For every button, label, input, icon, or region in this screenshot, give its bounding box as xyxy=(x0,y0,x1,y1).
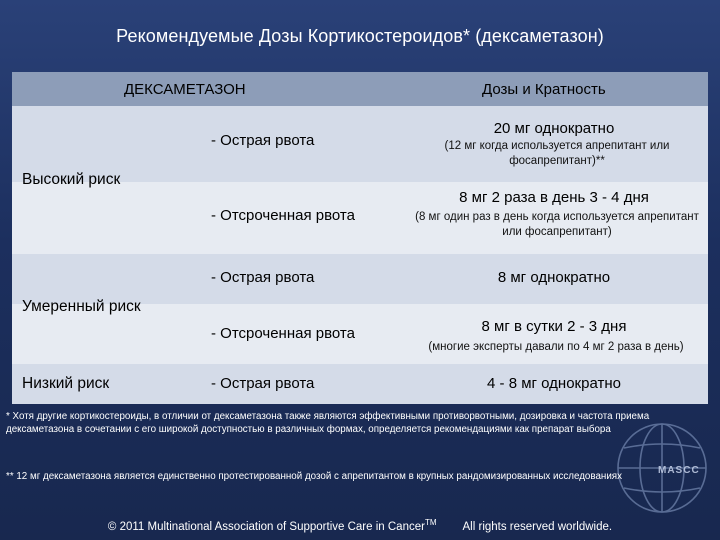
header-dexamethasone: ДЕКСАМЕТАЗОН xyxy=(124,81,246,98)
table-header xyxy=(12,72,708,106)
slide-title: Рекомендуемые Дозы Кортикостероидов* (дексаметазон) xyxy=(116,26,604,46)
risk-level-moderate: Умеренный риск xyxy=(22,298,141,315)
symptom-label: - Острая рвота xyxy=(211,269,315,286)
dose-table xyxy=(12,72,708,404)
dose-value: 8 мг в сутки 2 - 3 дня xyxy=(481,318,627,335)
dose-value: 8 мг однократно xyxy=(497,269,611,286)
symptom-label: - Отсроченная рвота xyxy=(211,325,355,342)
symptom-label: - Острая рвота xyxy=(211,375,315,392)
footnote-2: ** 12 мг дексаметазона является единственно протестированной дозой с апрепитантом в крупных рандомизированных исследованиях xyxy=(6,471,623,482)
mascc-logo-text: MASCC xyxy=(658,465,700,476)
dose-value: 20 мг однократно xyxy=(493,120,615,137)
footnote-1: * Хотя другие кортикостероиды, в отличии от дексаметазона также являются эффективными противорвотными, дозировка и частота приема дексаметазона в сочетании с его широкой доступностью в различных формах, определяется рекомендациями как препарат выбора xyxy=(6,411,650,435)
dose-value: 4 - 8 мг однократно xyxy=(487,375,621,392)
risk-level-low: Низкий риск xyxy=(22,375,110,392)
copyright-line xyxy=(0,518,720,533)
risk-level-high: Высокий риск xyxy=(22,171,121,188)
symptom-label: - Острая рвота xyxy=(211,132,315,149)
header-doses: Дозы и Кратность xyxy=(482,81,606,98)
copyright-text: © 2011 Multinational Association of Supportive Care in Cancer xyxy=(107,520,425,533)
symptom-label: - Отсроченная рвота xyxy=(211,207,355,224)
rights-text: All rights reserved worldwide. xyxy=(462,520,613,533)
dose-note: (8 мг один раз в день когда используется апрепитант или фосапрепитант) xyxy=(415,211,699,238)
trademark-mark: TM xyxy=(424,518,437,527)
dose-note: (многие эксперты давали по 4 мг 2 раза в день) xyxy=(428,341,684,353)
dose-note: (12 мг когда используется апрепитант или фосапрепитант)** xyxy=(444,140,670,167)
dose-value: 8 мг 2 раза в день 3 - 4 дня xyxy=(459,189,649,206)
